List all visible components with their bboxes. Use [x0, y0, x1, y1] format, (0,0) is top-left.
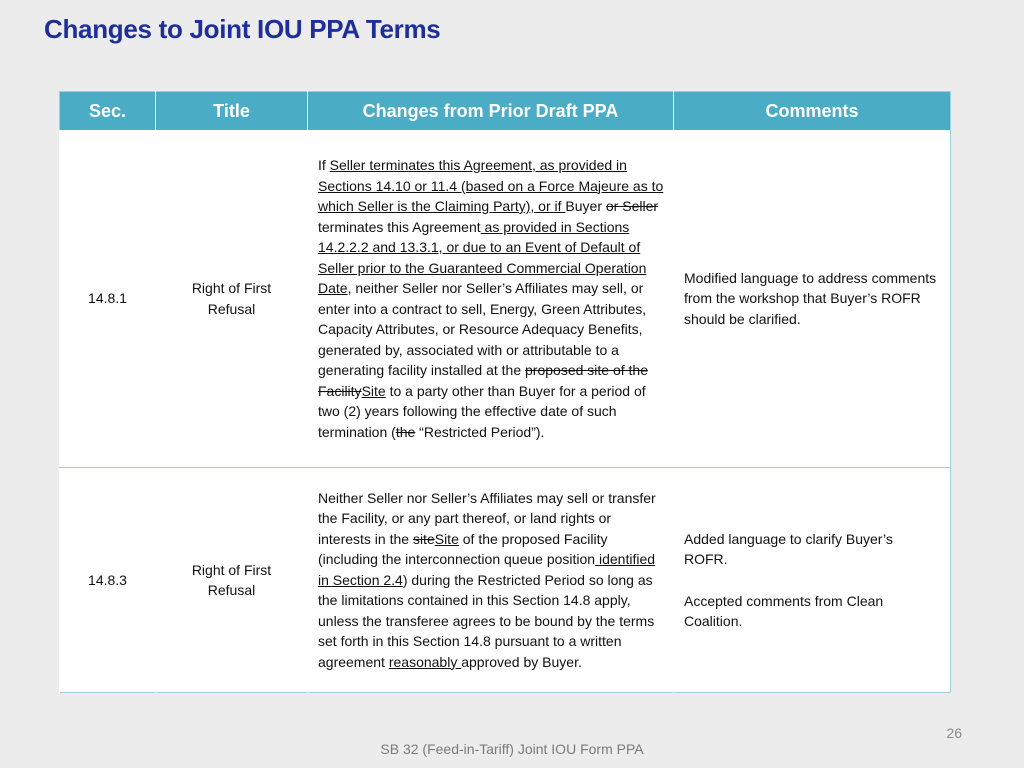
deleted-text: proposed site of the Facility: [318, 362, 648, 399]
inserted-text: identified in Section 2.4: [318, 551, 656, 588]
unchanged-text: of the proposed Facility (including the interconnection queue position: [318, 530, 608, 568]
table-row: [60, 130, 951, 468]
unchanged-text: approved by Buyer.: [461, 653, 582, 670]
comments-cell: [674, 130, 951, 468]
unchanged-text: Neither Seller nor Seller’s Affiliates may sell or transfer the Facility, or any part thereof, or land rights or interests in the: [318, 489, 656, 547]
footer-text: SB 32 (Feed-in-Tariff) Joint IOU Form PPA: [380, 741, 644, 757]
redline-text: [318, 488, 665, 673]
header-comments: Comments: [674, 92, 951, 131]
section-number: 14.8.1: [60, 130, 156, 468]
deleted-text: or Seller: [605, 198, 659, 214]
unchanged-text: , neither Seller nor Seller’s Affiliates may sell, or enter into a contract to sell, Energy, Green Attributes, Capacity Attributes, or Resource Adequacy Benefits, generated by, associated with or attributable to a generating facility installed at the: [318, 280, 647, 378]
comment-text: [684, 268, 938, 330]
inserted-text: as provided in Sections 14.2.2.2 and 13.3.1, or due to an Event of Default of Seller prior to the Guaranteed Commercial Operation Date: [318, 218, 647, 296]
inserted-text: Site: [361, 382, 386, 399]
unchanged-text: ) during the Restricted Period so long as the limitations contained in this Section 14.8 apply, unless the transferee agrees to be bound by the terms set forth in this Section 14.8 pursuant to a written agreement: [318, 571, 655, 670]
section-title-text: Right of First Refusal: [191, 280, 272, 317]
changes-cell: [308, 130, 674, 468]
page-number: 26: [946, 725, 962, 741]
deleted-text: site: [412, 530, 435, 547]
inserted-text: Seller terminates this Agreement, as provided in Sections 14.10 or 11.4 (based on a Force Majeure as to which Seller is the Claiming Party), or if: [318, 157, 664, 214]
comment-paragraph: Added language to clarify Buyer’s ROFR.: [684, 530, 893, 567]
section-title: [156, 130, 308, 468]
comment-paragraph: Accepted comments from Clean Coalition.: [684, 592, 884, 629]
section-number: 14.8.3: [60, 468, 156, 693]
table-row: [60, 468, 951, 693]
comment-text: [684, 529, 938, 632]
deleted-text: the: [395, 423, 416, 440]
header-sec: Sec.: [60, 92, 156, 131]
paragraph-gap: [684, 570, 938, 591]
section-title-text: Right of First Refusal: [191, 561, 272, 598]
unchanged-text: If: [318, 157, 330, 173]
changes-cell: [308, 468, 674, 693]
comments-cell: [674, 468, 951, 693]
unchanged-text: “Restricted Period”).: [415, 423, 545, 440]
unchanged-text: to a party other than Buyer for a period of two (2) years following the effective date of such termination (: [318, 382, 646, 440]
unchanged-text: terminates this Agreement: [318, 218, 481, 235]
table-header-row: [60, 92, 951, 131]
inserted-text: reasonably: [388, 653, 462, 670]
unchanged-text: Buyer: [565, 198, 606, 214]
comment-paragraph: Modified language to address comments from the workshop that Buyer’s ROFR should be clarified.: [684, 269, 937, 327]
slide-title: Changes to Joint IOU PPA Terms: [44, 14, 441, 44]
ppa-changes-table: [59, 91, 951, 693]
header-title: Title: [156, 92, 308, 131]
redline-text: [318, 155, 665, 442]
header-changes: Changes from Prior Draft PPA: [308, 92, 674, 131]
section-title: [156, 468, 308, 693]
inserted-text: Site: [434, 530, 459, 547]
